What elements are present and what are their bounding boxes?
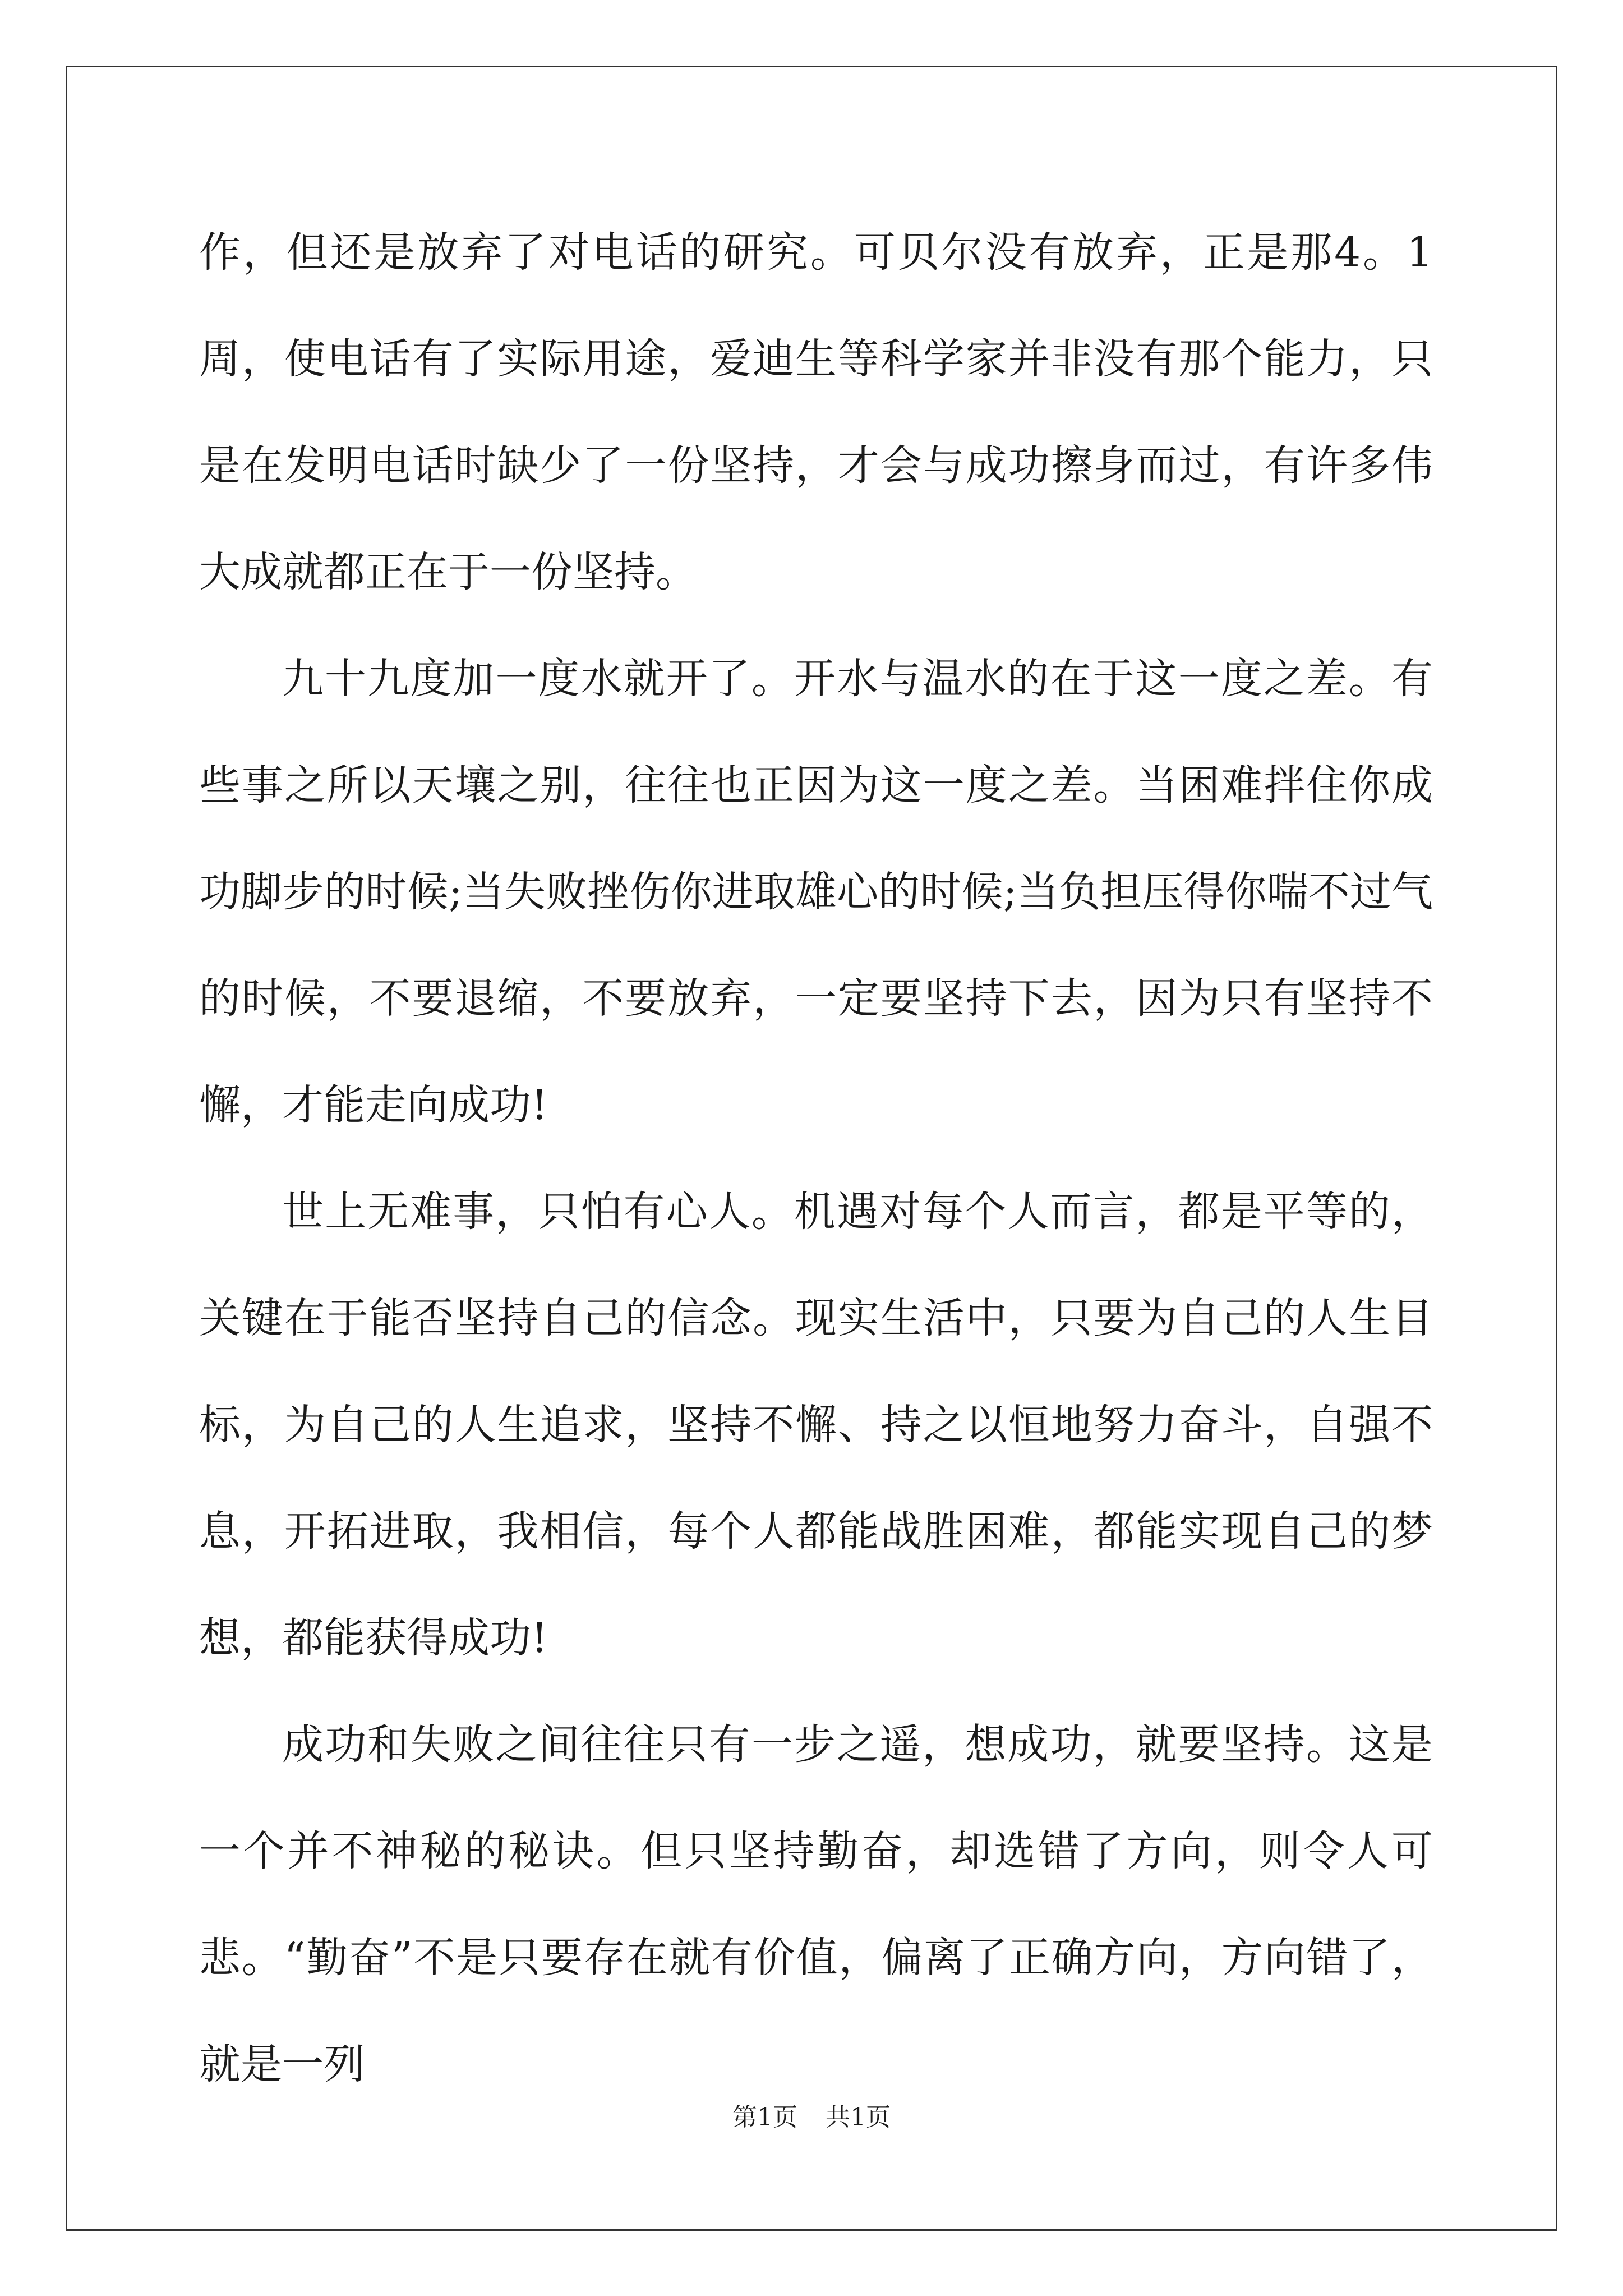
page-number-current: 第1页 — [732, 2103, 797, 2132]
paragraph-2: 九十九度加一度水就开了。开水与温水的在于这一度之差。有些事之所以天壤之别，往往也正因为这一度之差。当困难拌住你成功脚步的时候;当失败挫伤你进取雄心的时候;当负担压得你喘不过气的时候，不要退缩，不要放弃，一定要坚持下去，因为只有坚持不懈，才能走向成功! — [199, 655, 1433, 1129]
page-number-total: 共1页 — [826, 2103, 891, 2132]
paragraph-1: 作，但还是放弃了对电话的研究。可贝尔没有放弃，正是那4。1周，使电话有了实际用途，爱迪生等科学家并非没有那个能力，只是在发明电话时缺少了一份坚持，才会与成功擦身而过，有许多伟大成就都正在于一份坚持。 — [199, 228, 1433, 596]
paragraph-3: 世上无难事，只怕有心人。机遇对每个人而言，都是平等的，关键在于能否坚持自己的信念。现实生活中，只要为自己的人生目标，为自己的人生追求，坚持不懈、持之以恒地努力奋斗，自强不息，开拓进取，我相信，每个人都能战胜困难，都能实现自己的梦想，都能获得成功! — [199, 1188, 1433, 1662]
document-body — [199, 199, 1433, 2118]
page-footer — [0, 2101, 1623, 2134]
paragraph-4: 成功和失败之间往往只有一步之遥，想成功，就要坚持。这是一个并不神秘的秘诀。但只坚持勤奋，却选错了方向，则令人可悲。“勤奋”不是只要存在就有价值，偏离了正确方向，方向错了，就是一列 — [199, 1720, 1433, 2088]
